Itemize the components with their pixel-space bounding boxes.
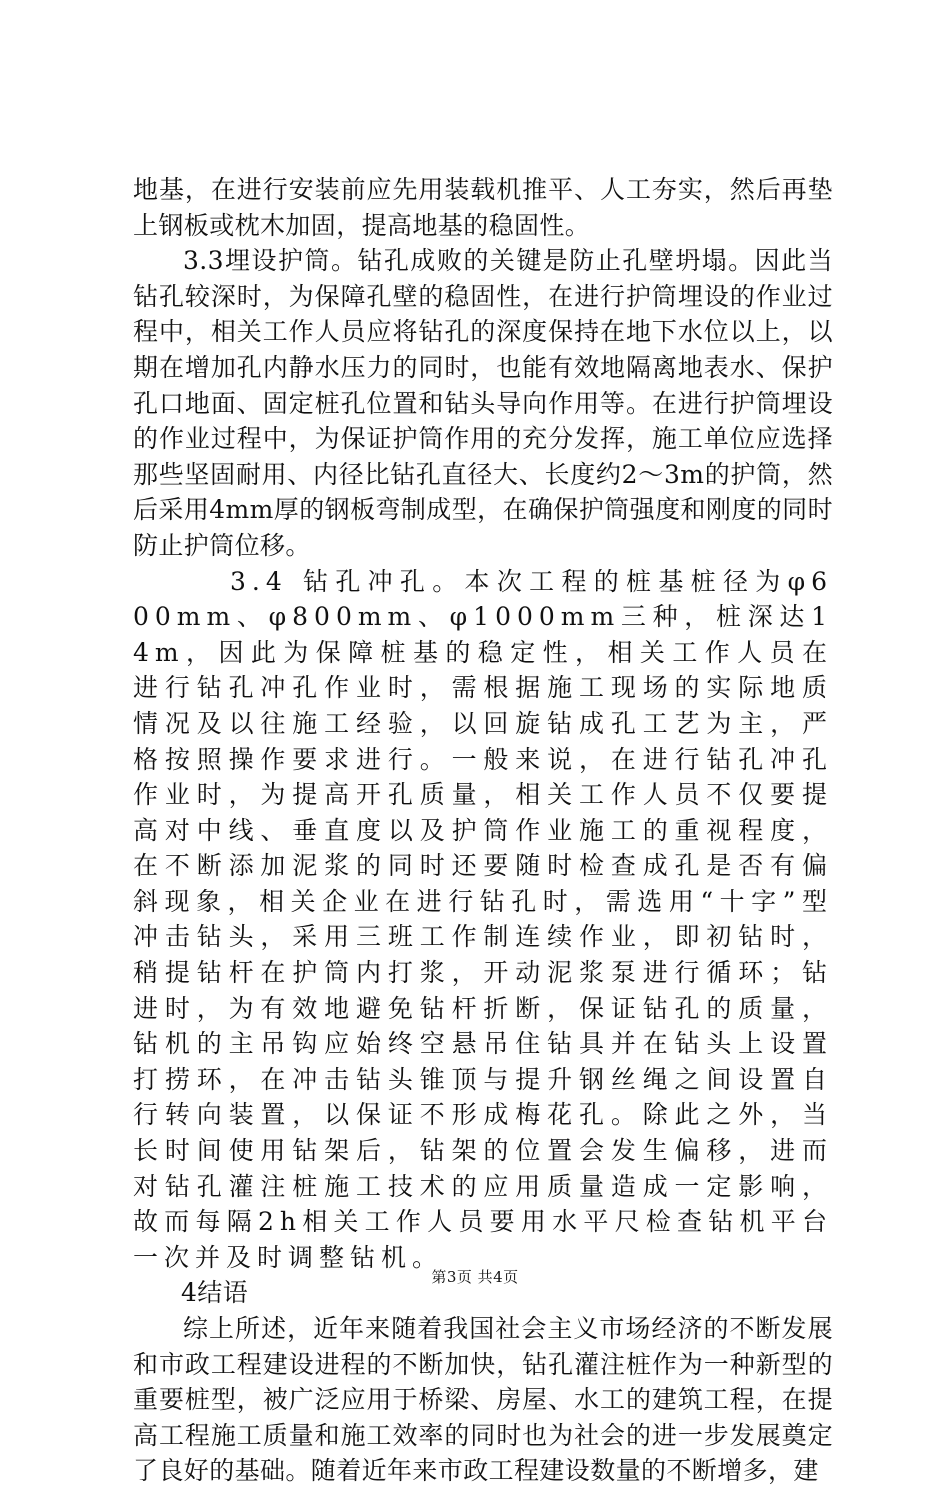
paragraph-foundation-continuation: 地基，在进行安装前应先用装载机推平、人工夯实，然后再垫上钢板或枕木加固，提高地基的稳固性。 <box>133 175 833 240</box>
paragraph-conclusion: 综上所述，近年来随着我国社会主义市场经济的不断发展和市政工程建设进程的不断加快，钻孔灌注桩作为一种新型的重要桩型，被广泛应用于桥梁、房屋、水工的建筑工程，在提高工程施工质量和施工效率的同时也为社会的进一步发展奠定了良好的基础。随着近年来市政工程建设数量的不断增多，建 <box>133 1314 833 1486</box>
paragraph-section-3-3: 3.3埋设护筒。钻孔成败的关键是防止孔壁坍塌。因此当钻孔较深时，为保障孔壁的稳固性，在进行护筒埋设的作业过程中，相关工作人员应将钻孔的深度保持在地下水位以上，以期在增加孔内静水压力的同时，也能有效地隔离地表水、保护孔口地面、固定桩孔位置和钻头导向作用等。在进行护筒埋设的作业过程中，为保证护筒作用的充分发挥，施工单位应选择那些坚固耐用、内径比钻孔直径大、长度约2～3m的护筒，然后采用4mm厚的钢板弯制成型，在确保护筒强度和刚度的同时防止护筒位移。 <box>133 246 833 560</box>
page-number-footer: 第3页 共4页 <box>431 1268 519 1286</box>
document-body <box>133 172 833 1489</box>
section-heading-conclusion: 4结语 <box>181 1278 249 1308</box>
paragraph-section-3-4: 3.4 钻孔冲孔。本次工程的桩基桩径为φ600mm、φ800mm、φ1000mm三种，桩深达14m，因此为保障桩基的稳定性，相关工作人员在进行钻孔冲孔作业时，需根据施工现场的实际地质情况及以往施工经验，以回旋钻成孔工艺为主，严格按照操作要求进行。一般来说，在进行钻孔冲孔作业时，为提高开孔质量，相关工作人员不仅要提高对中线、垂直度以及护筒作业施工的重视程度，在不断添加泥浆的同时还要随时检查成孔是否有偏斜现象，相关企业在进行钻孔时，需选用“十字”型冲击钻头，采用三班工作制连续作业，即初钻时，稍提钻杆在护筒内打浆，开动泥浆泵进行循环；钻进时，为有效地避免钻杆折断，保证钻孔的质量，钻机的主吊钩应始终空悬吊住钻具并在钻头上设置打捞环，在冲击钻头锥顶与提升钢丝绳之间设置自行转向装置，以保证不形成梅花孔。除此之外，当长时间使用钻架后，钻架的位置会发生偏移，进而对钻孔灌注桩施工技术的应用质量造成一定影响，故而每隔2h相关工作人员要用水平尺检查钻机平台一次并及时调整钻机。 <box>133 566 833 1272</box>
